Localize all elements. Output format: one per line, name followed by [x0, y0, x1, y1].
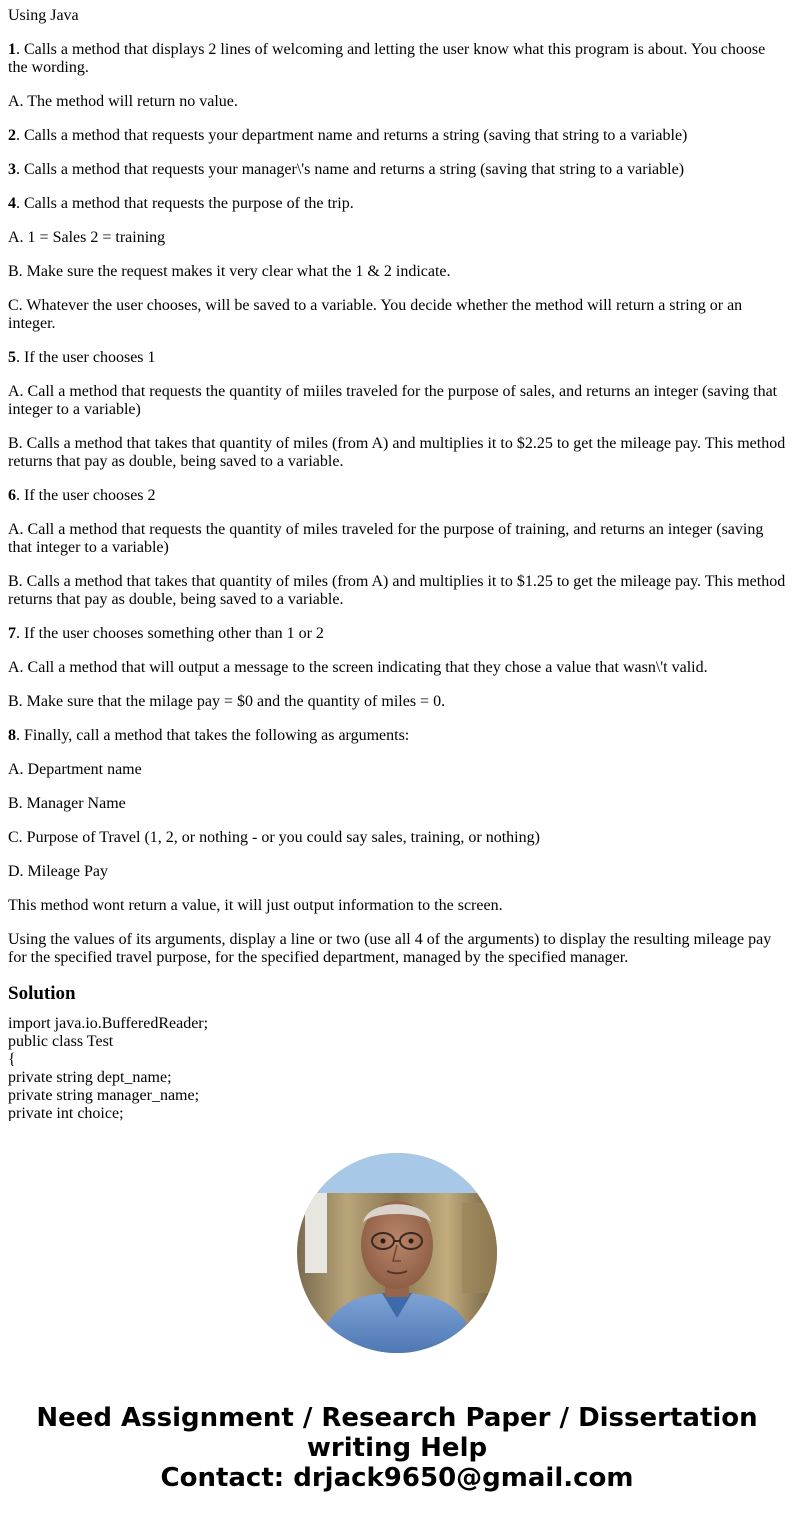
question-item [8, 127, 788, 145]
item-text: . Calls a method that displays 2 lines of welcoming and letting the user know what this program is about. You choose the wording. [8, 41, 766, 76]
question-item [8, 761, 788, 779]
item-text: B. Make sure that the milage pay = $0 and the quantity of miles = 0. [8, 693, 446, 710]
question-item [8, 41, 788, 77]
item-text: B. Make sure the request makes it very clear what the 1 & 2 indicate. [8, 263, 451, 280]
item-text: B. Calls a method that takes that quantity of miles (from A) and multiplies it to $2.25 to get the mileage pay. This method returns that pay as double, being saved to a variable. [8, 435, 786, 470]
item-number: 6 [8, 487, 16, 504]
question-item [8, 625, 788, 643]
code-line: private int choice; [8, 1105, 124, 1121]
promo-line-1: Need Assignment / Research Paper / Dissertation [36, 1403, 758, 1433]
document-content [8, 7, 788, 1121]
author-photo [297, 1153, 497, 1353]
item-text: D. Mileage Pay [8, 863, 108, 880]
item-number: 1 [8, 41, 16, 58]
code-line: private string dept_name; [8, 1069, 172, 1086]
question-item [8, 435, 788, 471]
question-items [8, 41, 788, 967]
item-number: 5 [8, 349, 16, 366]
item-text: B. Calls a method that takes that quantity of miles (from A) and multiplies it to $1.25 to get the mileage pay. This method returns that pay as double, being saved to a variable. [8, 573, 786, 608]
code-line: private string manager_name; [8, 1087, 200, 1104]
item-text: B. Manager Name [8, 795, 126, 812]
question-item [8, 897, 788, 915]
item-text: C. Whatever the user chooses, will be saved to a variable. You decide whether the method will return a string or an integer. [8, 297, 743, 332]
question-item [8, 521, 788, 557]
item-text: . Calls a method that requests the purpose of the trip. [16, 195, 354, 212]
question-item [8, 161, 788, 179]
item-number: 7 [8, 625, 16, 642]
promo-line-2: writing Help [306, 1433, 488, 1463]
question-item [8, 693, 788, 711]
item-text: . Calls a method that requests your manager\'s name and returns a string (saving that string to a variable) [16, 161, 685, 178]
question-item [8, 795, 788, 813]
item-text: This method wont return a value, it will just output information to the screen. [8, 897, 503, 914]
code-line: public class Test [8, 1033, 114, 1050]
code-line: { [8, 1051, 16, 1068]
question-item [8, 863, 788, 881]
item-text: A. Call a method that will output a message to the screen indicating that they chose a value that wasn\'t valid. [8, 659, 708, 676]
item-text: Using the values of its arguments, display a line or two (use all 4 of the arguments) to display the resulting mileage pay for the specified travel purpose, for the specified department, managed by the specified manager. [8, 931, 772, 966]
promo-line-3: Contact: drjack9650@gmail.com [160, 1463, 634, 1493]
question-item [8, 195, 788, 213]
item-text: . Calls a method that requests your department name and returns a string (saving that string to a variable) [16, 127, 688, 144]
question-item [8, 93, 788, 111]
question-item [8, 659, 788, 677]
item-text: A. Call a method that requests the quantity of miles traveled for the purpose of training, and returns an integer (saving that integer to a variable) [8, 521, 764, 556]
item-number: 2 [8, 127, 16, 144]
code-line: import java.io.BufferedReader; [8, 1015, 209, 1032]
item-text: . If the user chooses 2 [16, 487, 156, 504]
question-item [8, 349, 788, 367]
question-intro: Using Java [8, 7, 79, 24]
item-text: A. Call a method that requests the quantity of miiles traveled for the purpose of sales, and returns an integer (saving that integer to a variable) [8, 383, 778, 418]
item-text: . If the user chooses 1 [16, 349, 156, 366]
item-text: C. Purpose of Travel (1, 2, or nothing - or you could say sales, training, or nothing) [8, 829, 540, 846]
item-text: A. Department name [8, 761, 142, 778]
solution-heading: Solution [8, 983, 76, 1004]
item-text: . If the user chooses something other than 1 or 2 [16, 625, 324, 642]
question-item [8, 573, 788, 609]
item-text: . Finally, call a method that takes the following as arguments: [16, 727, 410, 744]
question-item [8, 229, 788, 247]
item-text: A. 1 = Sales 2 = training [8, 229, 166, 246]
question-item [8, 931, 788, 967]
item-number: 8 [8, 727, 16, 744]
item-number: 4 [8, 195, 16, 212]
question-item [8, 487, 788, 505]
question-item [8, 297, 788, 333]
question-item [8, 263, 788, 281]
item-text: A. The method will return no value. [8, 93, 238, 110]
solution-code [8, 1015, 788, 1121]
question-item [8, 829, 788, 847]
question-item [8, 727, 788, 745]
promo-banner [0, 1403, 794, 1493]
question-item [8, 383, 788, 419]
item-number: 3 [8, 161, 16, 178]
author-photo-illustration [297, 1153, 497, 1353]
